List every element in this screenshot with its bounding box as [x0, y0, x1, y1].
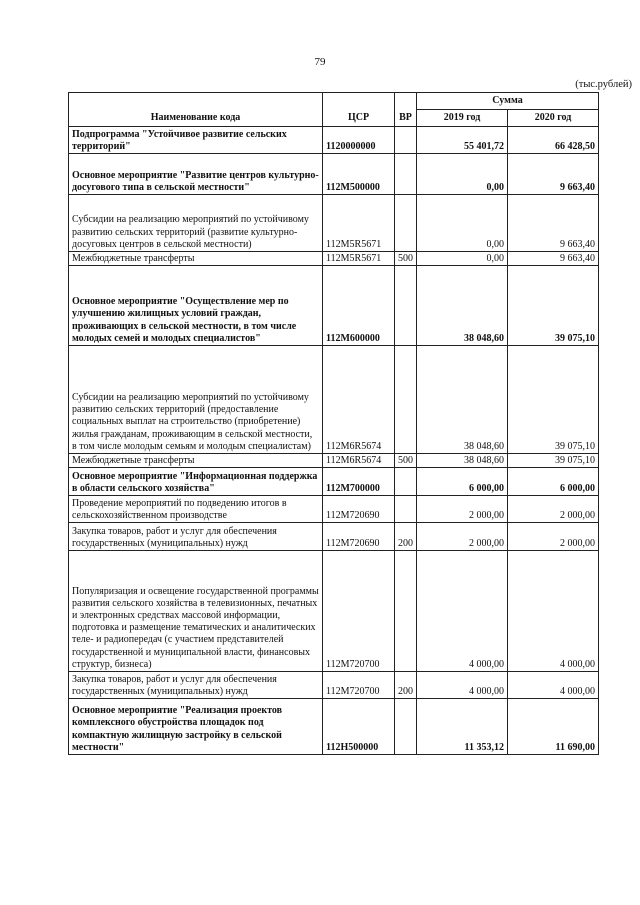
row-2019-cell: 0,00 — [417, 195, 508, 252]
row-vr-cell — [395, 699, 417, 755]
row-name-cell: Закупка товаров, работ и услуг для обеспечения государственных (муниципальных) нужд — [69, 672, 323, 699]
row-2020-cell: 4 000,00 — [508, 672, 599, 699]
row-name-cell: Проведение мероприятий по подведению итогов в сельскохозяйственном производстве — [69, 496, 323, 523]
table-row — [69, 551, 599, 672]
budget-table — [68, 92, 599, 755]
row-name-cell: Основное мероприятие "Осуществление мер по улучшению жилищных условий граждан, проживающих в сельской местности, в том числе молодых семей и молодых специалистов" — [69, 266, 323, 346]
row-2019-cell: 38 048,60 — [417, 346, 508, 454]
row-vr-cell: 500 — [395, 252, 417, 266]
row-vr-cell: 200 — [395, 523, 417, 551]
table-row — [69, 523, 599, 551]
row-csr-cell: 112M5R5671 — [323, 252, 395, 266]
table-row — [69, 346, 599, 454]
row-name-cell: Основное мероприятие "Информационная поддержка в области сельского хозяйства" — [69, 468, 323, 496]
row-2019-cell: 0,00 — [417, 252, 508, 266]
row-vr-cell: 500 — [395, 454, 417, 468]
row-vr-cell — [395, 468, 417, 496]
table-row — [69, 252, 599, 266]
row-name-cell: Межбюджетные трансферты — [69, 454, 323, 468]
table-row — [69, 154, 599, 195]
header-sum: Сумма — [417, 93, 599, 110]
row-name-cell: Субсидии на реализацию мероприятий по устойчивому развитию сельских территорий (предоставление социальных выплат на строительство (приобретение) жилья гражданам, проживающим в сельской местности, в том числе молодым семьям и молодым специалистам) — [69, 346, 323, 454]
row-name-cell: Закупка товаров, работ и услуг для обеспечения государственных (муниципальных) нужд — [69, 523, 323, 551]
row-vr-cell — [395, 195, 417, 252]
row-csr-cell: 1120000000 — [323, 127, 395, 154]
row-2020-cell: 11 690,00 — [508, 699, 599, 755]
row-csr-cell: 112M500000 — [323, 154, 395, 195]
row-2019-cell: 2 000,00 — [417, 496, 508, 523]
row-2020-cell: 9 663,40 — [508, 252, 599, 266]
table-row — [69, 266, 599, 346]
row-name-cell: Основное мероприятие "Реализация проектов комплексного обустройства площадок под компактную жилищную застройку в сельской местности" — [69, 699, 323, 755]
table-row — [69, 127, 599, 154]
row-name-cell: Субсидии на реализацию мероприятий по устойчивому развитию сельских территорий (развитие культурно-досуговых центров в сельской местности) — [69, 195, 323, 252]
row-csr-cell: 112M720700 — [323, 551, 395, 672]
row-csr-cell: 112M700000 — [323, 468, 395, 496]
row-vr-cell — [395, 496, 417, 523]
row-csr-cell: 112H500000 — [323, 699, 395, 755]
row-2019-cell: 11 353,12 — [417, 699, 508, 755]
table-row — [69, 468, 599, 496]
table-row — [69, 195, 599, 252]
row-2020-cell: 9 663,40 — [508, 195, 599, 252]
row-2019-cell: 55 401,72 — [417, 127, 508, 154]
header-year-2019: 2019 год — [417, 110, 508, 127]
row-csr-cell: 112M6R5674 — [323, 454, 395, 468]
row-2020-cell: 39 075,10 — [508, 454, 599, 468]
row-2020-cell: 6 000,00 — [508, 468, 599, 496]
row-2020-cell: 2 000,00 — [508, 496, 599, 523]
row-csr-cell: 112M720690 — [323, 496, 395, 523]
row-csr-cell: 112M5R5671 — [323, 195, 395, 252]
table-row — [69, 699, 599, 755]
row-2019-cell: 38 048,60 — [417, 266, 508, 346]
row-2019-cell: 4 000,00 — [417, 672, 508, 699]
table-row — [69, 454, 599, 468]
table-row — [69, 672, 599, 699]
page-number: 79 — [314, 56, 326, 68]
row-vr-cell — [395, 127, 417, 154]
table-row — [69, 496, 599, 523]
row-2020-cell: 66 428,50 — [508, 127, 599, 154]
units-label: (тыс.рублей) — [575, 79, 632, 90]
row-csr-cell: 112M6R5674 — [323, 346, 395, 454]
row-name-cell: Межбюджетные трансферты — [69, 252, 323, 266]
row-vr-cell — [395, 154, 417, 195]
row-2019-cell: 6 000,00 — [417, 468, 508, 496]
row-2019-cell: 0,00 — [417, 154, 508, 195]
row-vr-cell — [395, 551, 417, 672]
row-name-cell: Основное мероприятие "Развитие центров культурно-досугового типа в сельской местности" — [69, 154, 323, 195]
row-csr-cell: 112M600000 — [323, 266, 395, 346]
row-name-cell: Подпрограмма "Устойчивое развитие сельских территорий" — [69, 127, 323, 154]
row-csr-cell: 112M720690 — [323, 523, 395, 551]
row-2020-cell: 9 663,40 — [508, 154, 599, 195]
header-name: Наименование кода — [69, 93, 323, 127]
header-year-2020: 2020 год — [508, 110, 599, 127]
row-2020-cell: 4 000,00 — [508, 551, 599, 672]
table-body — [69, 127, 599, 755]
row-2019-cell: 38 048,60 — [417, 454, 508, 468]
row-2020-cell: 39 075,10 — [508, 346, 599, 454]
row-2020-cell: 39 075,10 — [508, 266, 599, 346]
row-csr-cell: 112M720700 — [323, 672, 395, 699]
row-2020-cell: 2 000,00 — [508, 523, 599, 551]
row-vr-cell — [395, 266, 417, 346]
row-name-cell: Популяризация и освещение государственной программы развития сельского хозяйства в телевизионных, печатных и электронных средствах массовой информации, подготовка и размещение тематических и аналитических теле- и радиопередач (с участием представителей государственной и муниципальной власти, финансовых структур, бизнеса) — [69, 551, 323, 672]
header-csr: ЦСР — [323, 93, 395, 127]
row-vr-cell: 200 — [395, 672, 417, 699]
header-vr: ВР — [395, 93, 417, 127]
row-vr-cell — [395, 346, 417, 454]
row-2019-cell: 4 000,00 — [417, 551, 508, 672]
row-2019-cell: 2 000,00 — [417, 523, 508, 551]
